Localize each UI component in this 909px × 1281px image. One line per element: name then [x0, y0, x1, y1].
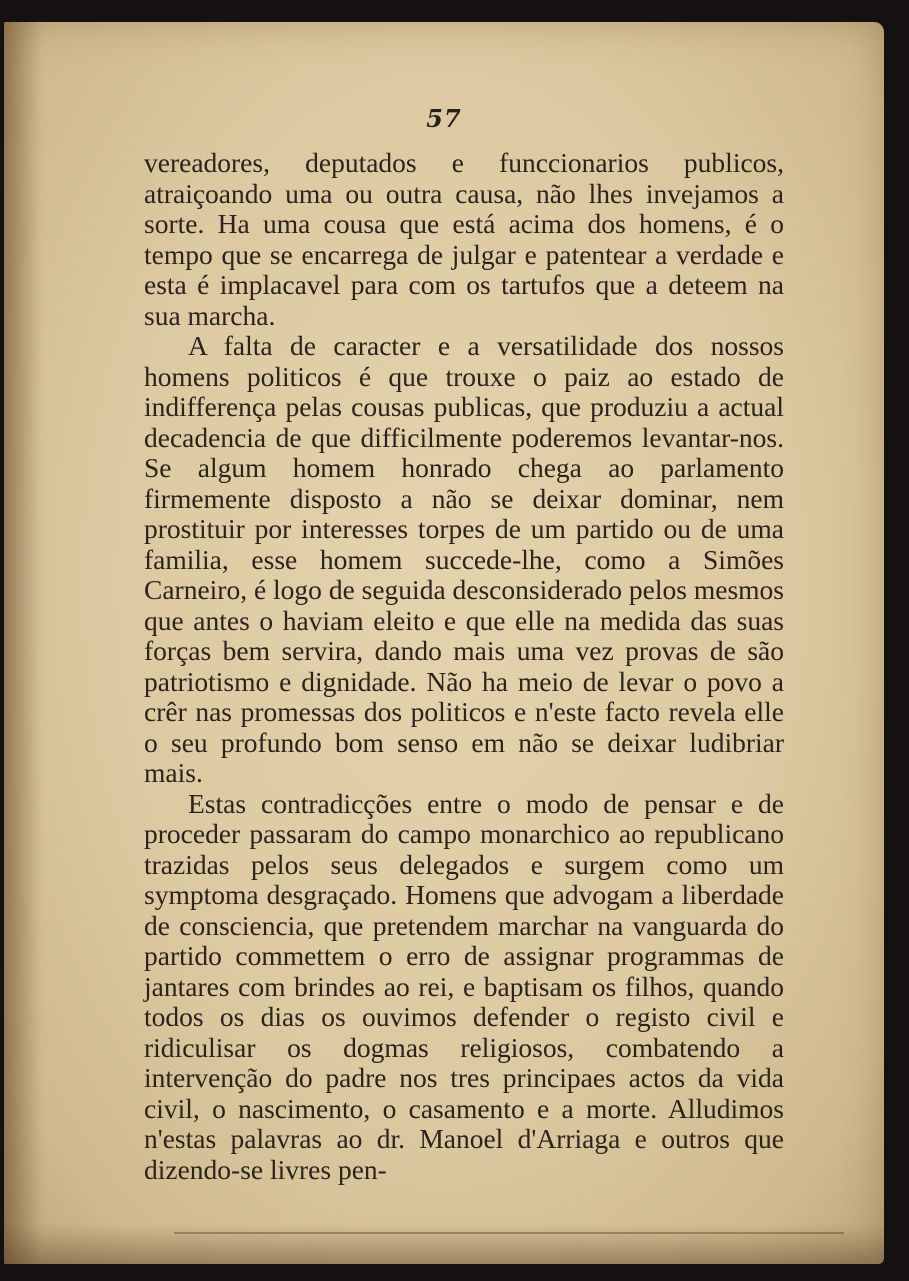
- page-number: 57: [426, 104, 462, 133]
- book-page: [4, 22, 884, 1264]
- paragraph-3: Estas contradicções entre o modo de pensar e de proceder passaram do campo monarchico ao republicano trazidas pelos seus delegados e surgem como um symptoma desgraçado. Homens que advogam a liberdade de consciencia, que pretendem marchar na vanguarda do partido commettem o erro de assignar programmas de jantares com brindes ao rei, e baptisam os filhos, quando todos os dias os ouvimos defender o registo civil e ridiculisar os dogmas religiosos, combatendo a intervenção do padre nos tres principaes actos da vida civil, o nascimento, o casamento e a morte. Alludimos n'estas palavras ao dr. Manoel d'Arriaga e outros que dizendo-se livres pen-: [144, 787, 784, 1185]
- paragraph-1: vereadores, deputados e funccionarios publicos, atraiçoando uma ou outra causa, não lhes invejamos a sorte. Ha uma cousa que está acima dos homens, é o tempo que se encarrega de julgar e patentear a verdade e esta é implacavel para com os tartufos que a deteem na sua marcha.: [144, 147, 784, 331]
- bottom-edge-line: [174, 1232, 844, 1234]
- body-text: [144, 148, 784, 1185]
- paragraph-2: A falta de caracter e a versatilidade dos nossos homens politicos é que trouxe o paiz ao estado de indifferença pelas cousas publicas, que produziu a actual decadencia de que difficilmente poderemos levantar-nos. Se algum homem honrado chega ao parlamento firmemente disposto a não se deixar dominar, nem prostituir por interesses torpes de um partido ou de uma familia, esse homem succede-lhe, como a Simões Carneiro, é logo de seguida desconsiderado pelos mesmos que antes o haviam eleito e que elle na medida das suas forças bem servira, dando mais uma vez provas de são patriotismo e dignidade. Não ha meio de levar o povo a crêr nas promessas dos politicos e n'este facto revela elle o seu profundo bom senso em não se deixar ludibriar mais.: [144, 330, 784, 788]
